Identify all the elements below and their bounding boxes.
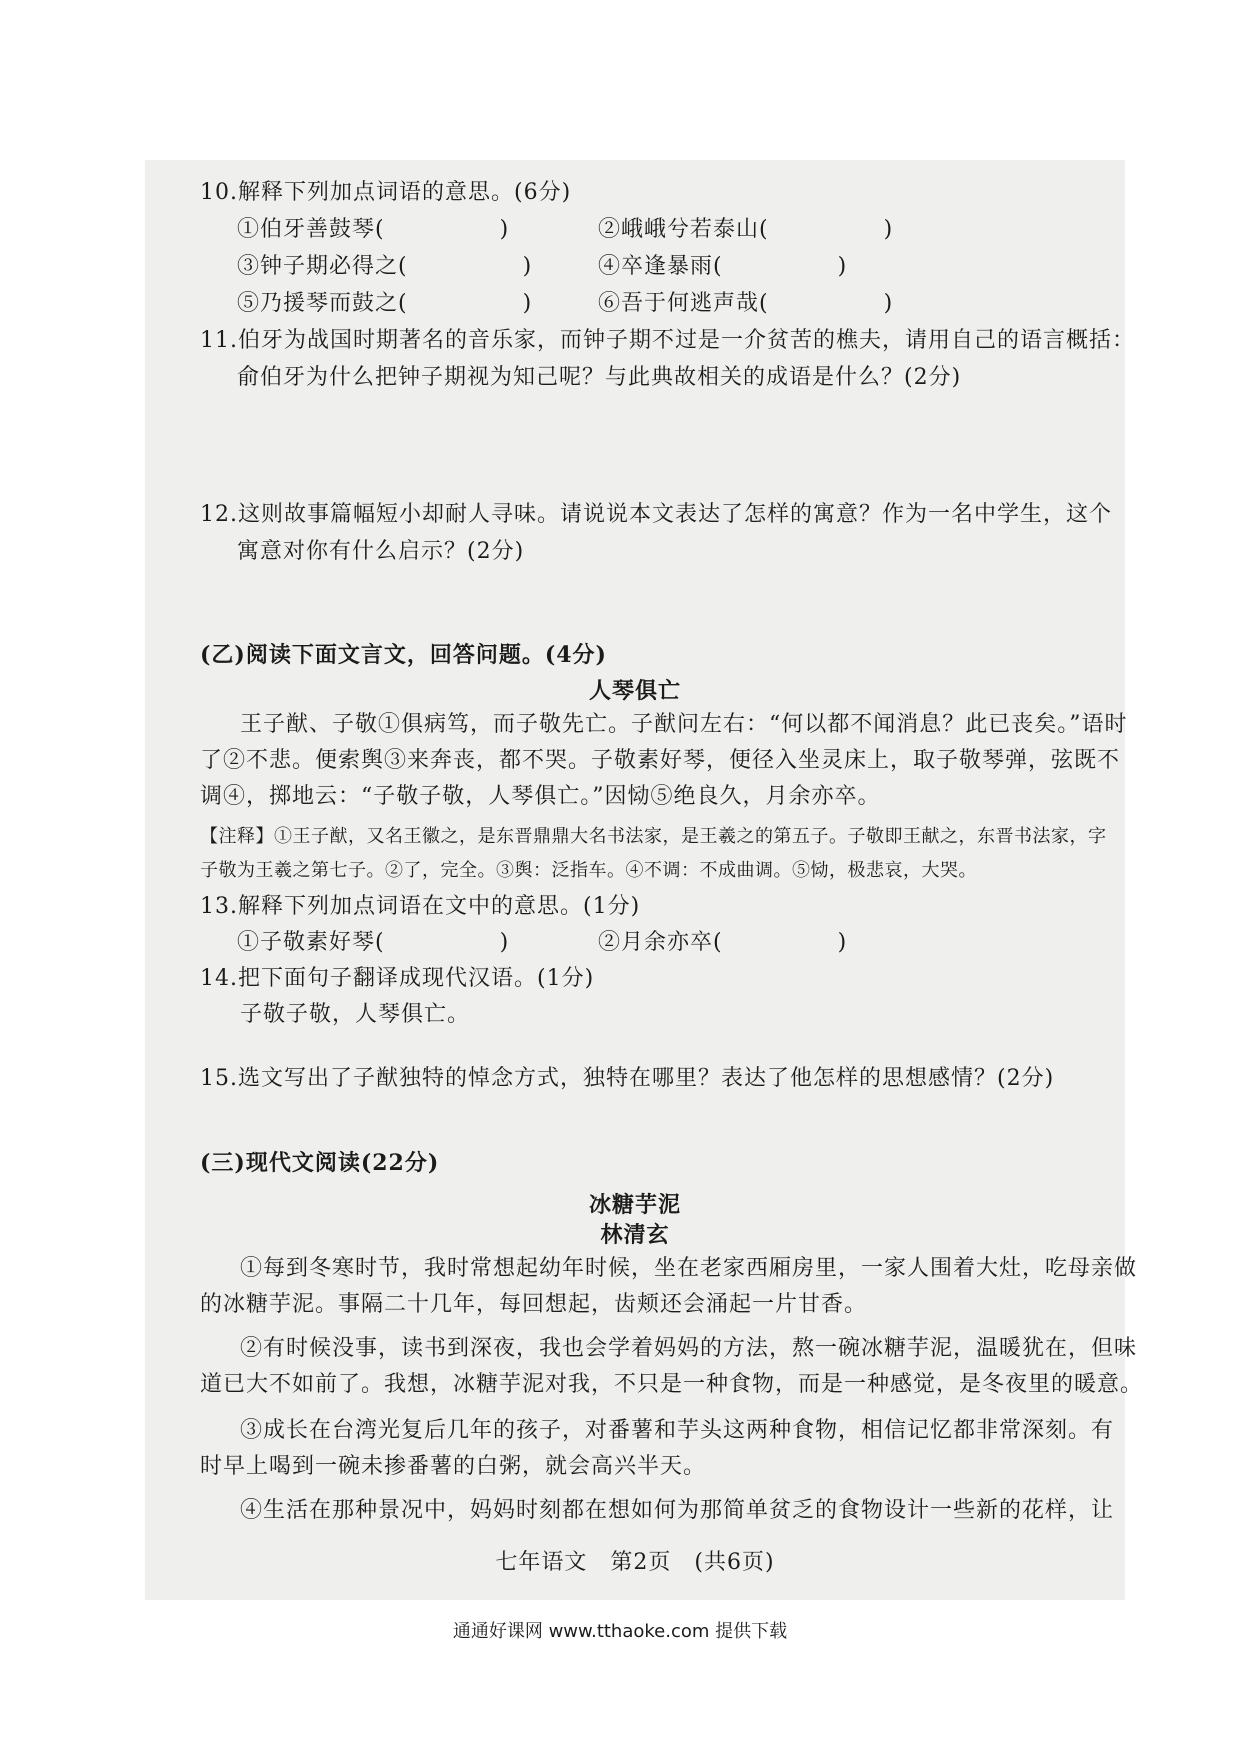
q13-title: 13.解释下列加点词语在文中的意思。(1分) [200,894,641,919]
q15-title: 15.选文写出了子猷独特的悼念方式，独特在哪里？表达了他怎样的思想感情？(2分) [200,1066,1055,1091]
q10-item-4: ④卒逢暴雨( ) [598,254,848,279]
section-san-para-line-7: ④生活在那种景况中，妈妈时刻都在想如何为那简单贫乏的食物设计一些新的花样，让 [240,1498,1115,1523]
section-san-para-line-4: 道已大不如前了。我想，冰糖芋泥对我，不只是一种食物，而是一种感觉，是冬夜里的暖意。 [200,1372,1144,1397]
q10-item-2: ②峨峨兮若泰山( ) [598,217,894,242]
q11-line-2: 俞伯牙为什么把钟子期视为知己呢？与此典故相关的成语是什么？(2分) [237,365,962,390]
section-yi-para-line-3: 调④，掷地云：“子敬子敬，人琴俱亡。”因恸⑤绝良久，月余亦卒。 [200,784,881,809]
q13-item-2: ②月余亦卒( ) [598,930,848,955]
q10-item-1: ①伯牙善鼓琴( ) [237,217,510,242]
section-san-para-line-6: 时早上喝到一碗未掺番薯的白粥，就会高兴半天。 [200,1454,707,1479]
section-san-title: 冰糖芋泥 [588,1192,681,1218]
section-yi-title: 人琴俱亡 [588,678,681,704]
page-number-footer: 七年语文 第2页 (共6页) [495,1550,775,1575]
q12-line-2: 寓意对你有什么启示？(2分) [237,539,525,564]
section-yi-para-line-1: 王子猷、子敬①俱病笃，而子敬先亡。子猷问左右：“何以都不闻消息？此已丧矣。”语时 [240,712,1128,737]
q13-item-1: ①子敬素好琴( ) [237,930,510,955]
section-yi-para-line-2: 了②不悲。便索舆③来奔丧，都不哭。子敬素好琴，便径入坐灵床上，取子敬琴弹，弦既不 [200,748,1121,773]
section-yi-note-line-1: 【注释】①王子猷，又名王徽之，是东晋鼎鼎大名书法家，是王羲之的第五子。子敬即王献之，东晋书法家，字 [200,826,1107,847]
q14-title: 14.把下面句子翻译成现代汉语。(1分) [200,966,595,991]
q12-line-1: 12.这则故事篇幅短小却耐人寻味。请说说本文表达了怎样的寓意？作为一名中学生，这个 [200,502,1112,527]
section-san-heading: (三)现代文阅读(22分) [200,1150,440,1176]
section-san-para-line-5: ③成长在台湾光复后几年的孩子，对番薯和芋头这两种食物，相信记忆都非常深刻。有 [240,1418,1115,1443]
section-san-para-line-3: ②有时候没事，读书到深夜，我也会学着妈妈的方法，熬一碗冰糖芋泥，温暖犹在，但味 [240,1336,1138,1361]
section-san-para-line-2: 的冰糖芋泥。事隔二十几年，每回想起，齿颊还会涌起一片甘香。 [200,1292,868,1317]
download-footer: 通通好课网 www.tthaoke.com 提供下载 [452,1621,788,1642]
q11-line-1: 11.伯牙为战国时期著名的音乐家，而钟子期不过是一介贫苦的樵夫，请用自己的语言概括： [200,328,1135,353]
q10-item-6: ⑥吾于何逃声哉( ) [598,291,894,316]
q14-sentence: 子敬子敬，人琴俱亡。 [240,1002,471,1027]
q10-title: 10.解释下列加点词语的意思。(6分) [200,180,572,205]
section-yi-heading: (乙)阅读下面文言文，回答问题。(4分) [200,642,607,668]
section-san-author: 林清玄 [600,1222,670,1248]
section-yi-note-line-2: 子敬为王羲之第七子。②了，完全。③舆：泛指车。④不调：不成曲调。⑤恸，极悲哀，大哭。 [200,860,977,881]
q10-item-5: ⑤乃援琴而鼓之( ) [237,291,533,316]
section-san-para-line-1: ①每到冬寒时节，我时常想起幼年时候，坐在老家西厢房里，一家人围着大灶，吃母亲做 [240,1256,1138,1281]
q10-item-3: ③钟子期必得之( ) [237,254,533,279]
